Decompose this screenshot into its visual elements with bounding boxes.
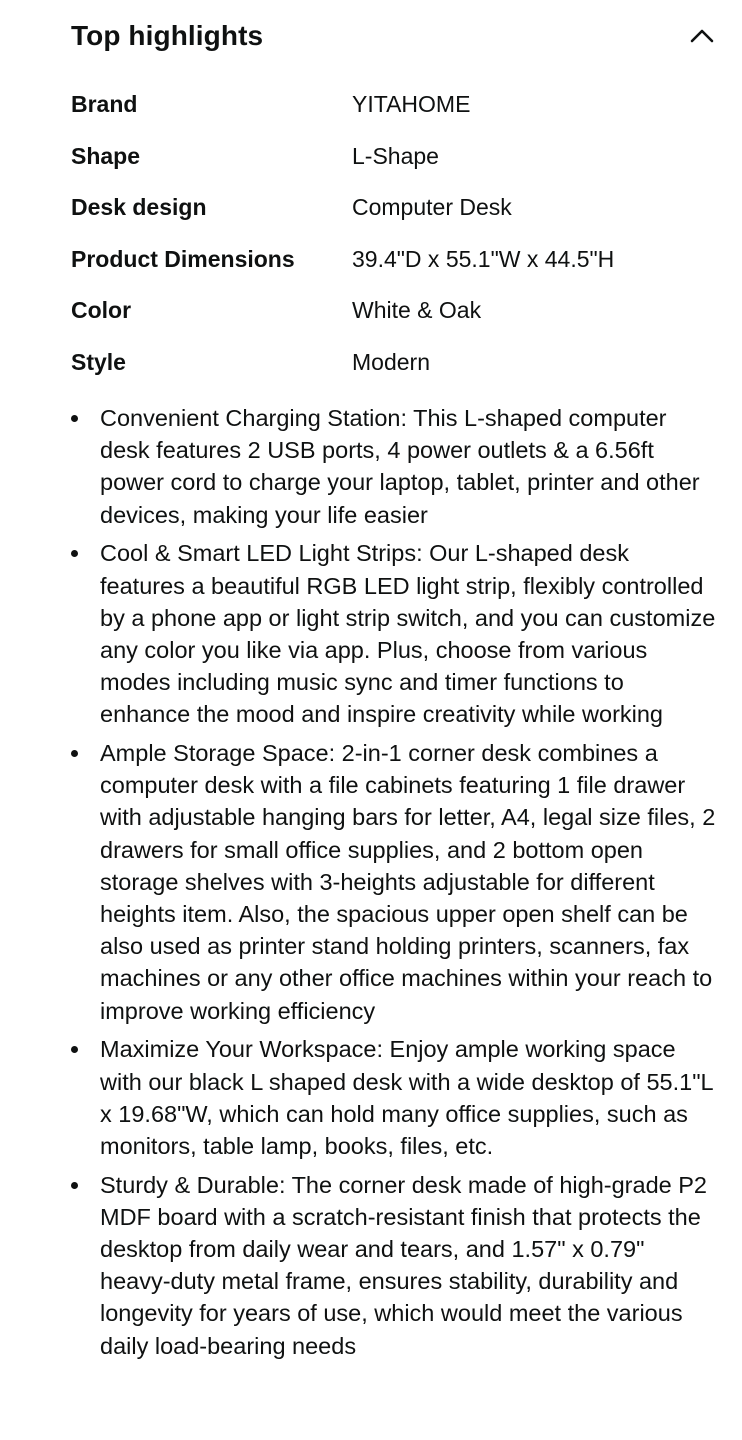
section-title: Top highlights — [71, 20, 264, 51]
spec-value: 39.4"D x 55.1"W x 44.5"H — [352, 245, 615, 272]
spec-row-color — [71, 285, 711, 337]
spec-row-shape — [71, 131, 711, 183]
spec-label: Desk design — [71, 194, 207, 221]
spec-label: Color — [71, 297, 132, 324]
spec-value: YITAHOME — [352, 91, 471, 118]
bullet-icon — [71, 750, 78, 757]
bullet-text: Sturdy & Durable: The corner desk made of high-grade P2 MDF board with a scratch-resistant finish that protects the desktop from daily wear and tears, and 1.57" x 0.79" heavy-duty metal frame, ensures stability, durability and longevity for years of use, which would meet the various daily load-bearing needs — [100, 1171, 707, 1359]
spec-value: Computer Desk — [352, 194, 512, 221]
spec-label: Brand — [71, 91, 138, 118]
list-item — [71, 1033, 717, 1162]
spec-row-desk-design — [71, 182, 711, 234]
top-highlights-header[interactable] — [71, 14, 717, 58]
spec-label: Style — [71, 348, 126, 375]
bullet-text: Convenient Charging Station: This L-shaped computer desk features 2 USB ports, 4 power outlets & a 6.56ft power cord to charge your laptop, tablet, printer and other devices, making your life easier — [100, 405, 700, 528]
list-item — [71, 737, 717, 1027]
list-item — [71, 537, 717, 730]
bullet-icon — [71, 550, 78, 557]
bullet-icon — [71, 1182, 78, 1189]
bullet-text: Maximize Your Workspace: Enjoy ample working space with our black L shaped desk with a wide desktop of 55.1"L x 19.68"W, which can hold many office supplies, such as monitors, table lamp, books, files, etc. — [100, 1036, 713, 1159]
spec-row-style — [71, 337, 711, 389]
spec-row-brand — [71, 79, 711, 131]
bullet-text: Ample Storage Space: 2-in-1 corner desk combines a computer desk with a file cabinets featuring 1 file drawer with adjustable hanging bars for letter, A4, legal size files, 2 drawers for small office supplies, and 2 bottom open storage shelves with 3-heights adjustable for different heights item. Also, the spacious upper open shelf can be also used as printer stand holding printers, scanners, fax machines or any other office machines within your reach to improve working efficiency — [100, 740, 716, 1024]
spec-label: Product Dimensions — [71, 245, 295, 272]
spec-label: Shape — [71, 142, 141, 169]
chevron-up-icon[interactable] — [687, 21, 717, 51]
spec-table — [71, 79, 711, 388]
spec-value: Modern — [352, 348, 430, 375]
list-item — [71, 1169, 717, 1362]
bullet-text: Cool & Smart LED Light Strips: Our L-shaped desk features a beautiful RGB LED light strip, flexibly controlled by a phone app or light strip switch, and you can customize any color you like via app. Plus, choose from various modes including music sync and timer functions to enhance the mood and inspire creativity while working — [100, 540, 716, 728]
spec-value: White & Oak — [352, 297, 482, 324]
bullet-icon — [71, 415, 78, 422]
spec-row-product-dimensions — [71, 234, 711, 286]
bullet-icon — [71, 1046, 78, 1053]
list-item — [71, 402, 717, 531]
feature-bullet-list — [71, 402, 717, 1368]
spec-value: L-Shape — [352, 142, 439, 169]
